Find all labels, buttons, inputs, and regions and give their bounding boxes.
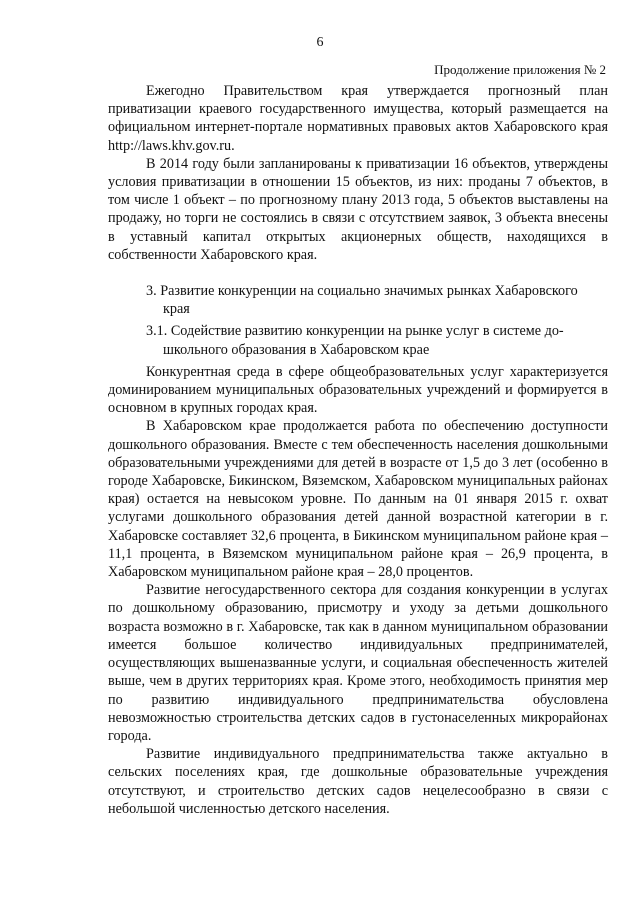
section-heading-3-line1: 3. Развитие конкуренции на социально значимых рынках Хабаровского xyxy=(146,283,578,300)
document-body xyxy=(108,82,608,818)
paragraph-competitive-environment: Конкурентная среда в сфере общеобразовательных услуг характеризуется доминированием муниципальных образовательных учреждений и формируется в основном в крупных городах края. xyxy=(108,363,608,417)
paragraph-rural-entrepreneurship: Развитие индивидуального предпринимательства также актуально в сельских поселениях края, где дошкольные образовательные учреждения отсутствуют, и строительство детских садов нецелесообразно в связи с небольшой численностью детского населения. xyxy=(108,746,608,817)
section-heading-3-1-line1: 3.1. Содействие развитию конкуренции на рынке услуг в системе до- xyxy=(146,323,564,340)
paragraph-privatization-plan: Ежегодно Правительством края утверждается прогнозный план приватизации краевого государственного имущества, который размещается на официальном интернет-портале нормативных правовых актов Хабаровского края http://laws.khv.gov.ru. xyxy=(108,83,608,154)
section-heading-3-line2: края xyxy=(163,301,190,318)
paragraph-privatization-2014: В 2014 году были запланированы к приватизации 16 объектов, утверждены условия приватизации в отношении 15 объектов, из них: проданы 7 объектов, в том числе 1 объект – по прогнозному плану 2013 года, 5 объектов выставлены на продажу, но торги не состоялись в связи с отсутствием заявок, 3 объекта внесены в уставный капитал открытых акционерных обществ, находящихся в собственности Хабаровского края. xyxy=(108,155,608,263)
page-number: 6 xyxy=(316,35,324,50)
section-heading-3-1 xyxy=(108,322,608,358)
paragraph-non-state-sector: Развитие негосударственного сектора для создания конкуренции в услугах по дошкольному образованию, присмотру и уходу за детьми дошкольного возраста возможно в г. Хабаровске, так как в данном муниципальном образовании имеется большое количество индивидуальных предпринимателей, осуществляющих вышеназванные услуги, и социальная обеспеченность жителей выше, чем в других территориях края. Кроме этого, необходимость принятия мер по развитию индивидуального предпринимательства обусловлена невозможностью строительства детских садов в густонаселенных микрорайонах города. xyxy=(108,582,608,744)
section-heading-3-1-line2: школьного образования в Хабаровском крае xyxy=(163,341,430,358)
appendix-note: Продолжение приложения № 2 xyxy=(434,62,606,77)
section-heading-3 xyxy=(108,282,608,318)
paragraph-preschool-availability: В Хабаровском крае продолжается работа по обеспечению доступности дошкольного образования. Вместе с тем обеспеченность населения дошкольными образовательными учреждениями для детей в возрасте от 1,5 до 3 лет (особенно в городе Хабаровске, Бикинском, Вяземском, Хабаровском муниципальных районах края) остается на невысоком уровне. По данным на 01 января 2015 г. охват услугами дошкольного образования детей данной возрастной категории в г. Хабаровске составляет 32,6 процента, в Бикинском муниципальном районе края – 11,1 процента, в Вяземском муниципальном районе края – 26,9 процента, в Хабаровском муниципальном районе края – 28,0 процентов. xyxy=(108,418,608,581)
